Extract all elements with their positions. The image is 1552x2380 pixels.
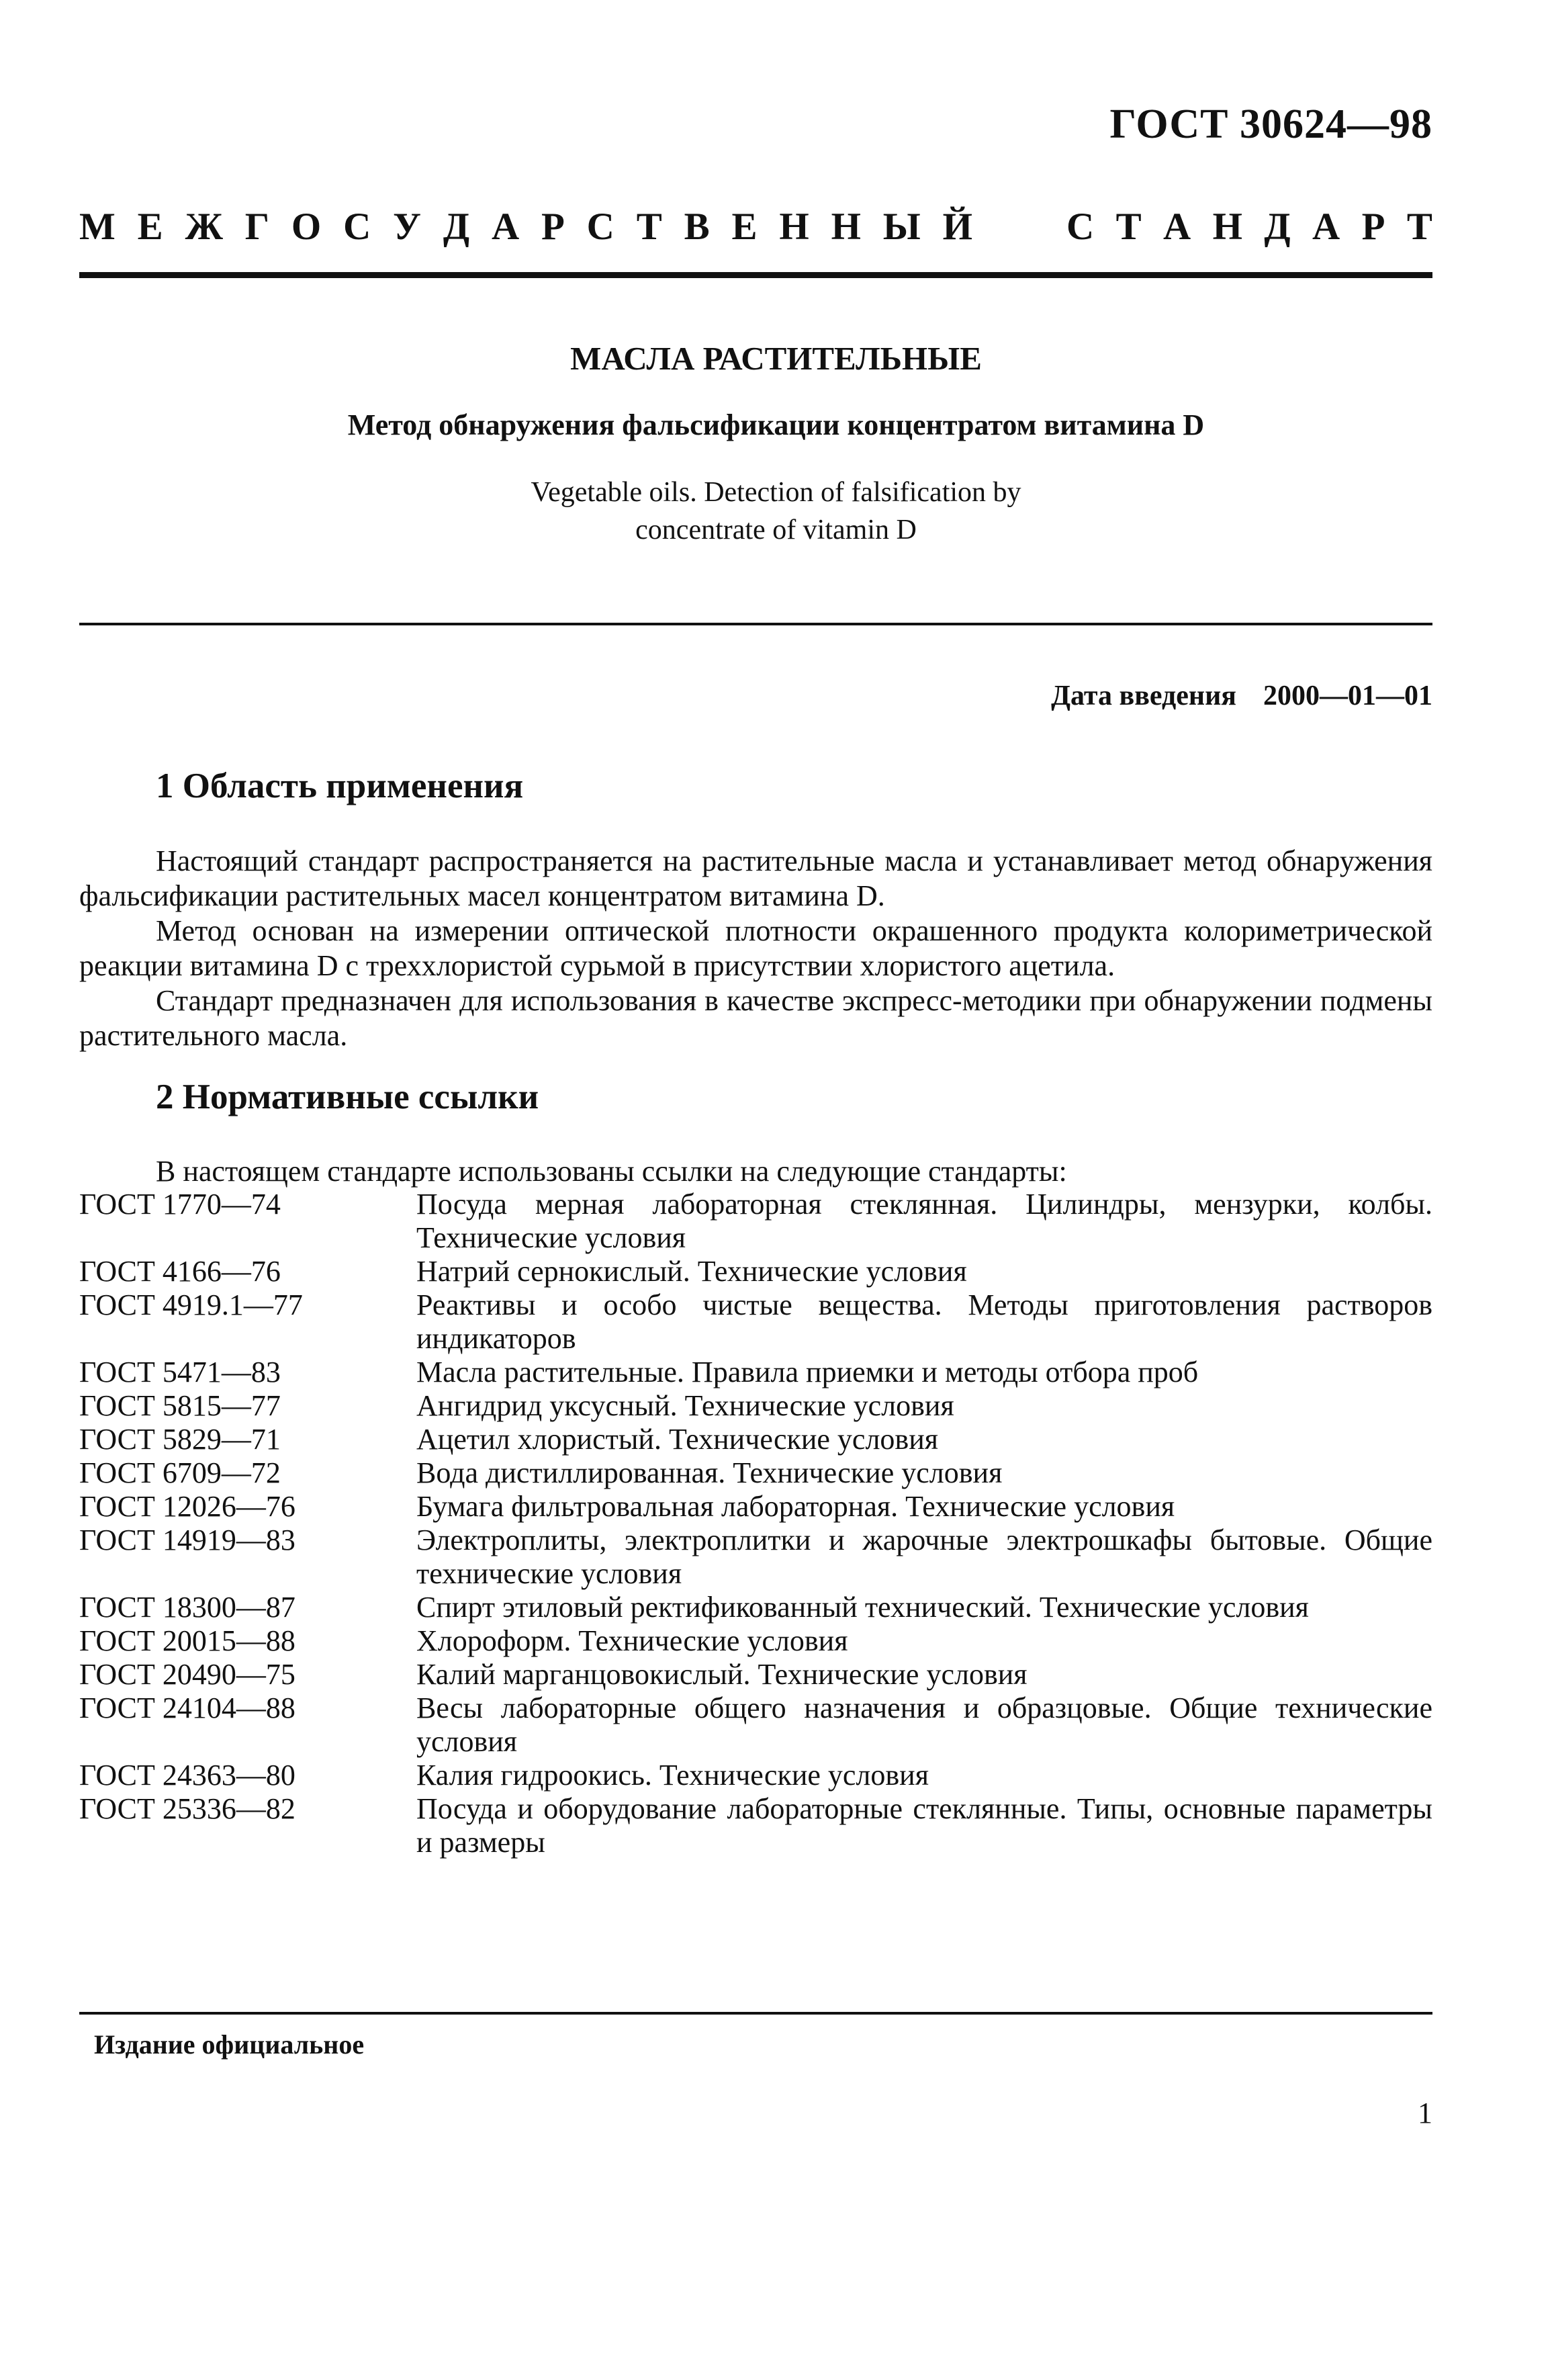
reference-code: ГОСТ 6709—72 <box>79 1456 281 1489</box>
introduction-date-label: Дата введения <box>1051 680 1236 711</box>
english-title-line-1: Vegetable oils. Detection of falsification by <box>531 477 1021 508</box>
introduction-date-value: 2000—01—01 <box>1263 680 1432 711</box>
reference-title: Весы лабораторные общего назначения и образцовые. Общие технические условия <box>416 1691 1432 1758</box>
section-1-heading: 1 Область применения <box>156 766 524 805</box>
reference-title: Бумага фильтровальная лабораторная. Технические условия <box>416 1490 1175 1523</box>
reference-code: ГОСТ 1770—74 <box>79 1188 281 1221</box>
section-1-body <box>79 844 1432 1053</box>
reference-row <box>79 1759 1432 1792</box>
series-letter: С <box>343 206 371 248</box>
reference-row <box>79 1423 1432 1456</box>
reference-code: ГОСТ 12026—76 <box>79 1490 295 1523</box>
paragraph: Стандарт предназначен для использования в качестве экспресс-методики при обнаружении подмены растительного масла. <box>79 984 1432 1052</box>
series-letter: С <box>1066 206 1095 248</box>
reference-code: ГОСТ 24104—88 <box>79 1691 295 1724</box>
references-intro: В настоящем стандарте использованы ссылки на следующие стандарты: <box>156 1155 1067 1188</box>
series-letter: Т <box>636 206 662 248</box>
reference-title: Спирт этиловый ректификованный технический. Технические условия <box>416 1591 1309 1624</box>
page-number: 1 <box>1418 2097 1432 2129</box>
reference-title: Ангидрид уксусный. Технические условия <box>416 1389 954 1422</box>
reference-row <box>79 1591 1432 1624</box>
reference-row <box>79 1456 1432 1490</box>
reference-title: Вода дистиллированная. Технические условия <box>416 1456 1003 1489</box>
reference-row <box>79 1691 1432 1759</box>
reference-code: ГОСТ 20015—88 <box>79 1624 295 1657</box>
series-letter: Е <box>137 206 163 248</box>
series-letter: Н <box>831 206 861 248</box>
reference-row <box>79 1792 1432 1859</box>
series-letter: А <box>1312 206 1340 248</box>
reference-row <box>79 1255 1432 1288</box>
title-rule <box>79 623 1432 625</box>
document-number: ГОСТ 30624—98 <box>1109 101 1432 147</box>
english-title-line-2: concentrate of vitamin D <box>635 515 917 545</box>
paragraph: Метод основан на измерении оптической плотности окрашенного продукта колориметрической реакции витамина D с треххлористой сурьмой в присутствии хлористого ацетила. <box>79 914 1432 982</box>
english-title <box>0 474 1552 549</box>
footer-rule <box>79 2012 1432 2015</box>
reference-row <box>79 1490 1432 1524</box>
reference-code: ГОСТ 25336—82 <box>79 1792 295 1825</box>
series-letter: Ы <box>882 206 921 248</box>
references-list <box>79 1188 1432 1859</box>
reference-title: Натрий сернокислый. Технические условия <box>416 1255 967 1288</box>
standard-series-line <box>79 205 1432 249</box>
reference-title: Посуда и оборудование лабораторные стеклянные. Типы, основные параметры и размеры <box>416 1792 1432 1859</box>
reference-title: Посуда мерная лабораторная стеклянная. Цилиндры, мензурки, колбы. Технические условия <box>416 1188 1432 1254</box>
series-letter: Д <box>1264 206 1291 248</box>
reference-code: ГОСТ 5829—71 <box>79 1423 281 1456</box>
series-letter: Т <box>1406 206 1432 248</box>
reference-code: ГОСТ 20490—75 <box>79 1658 295 1691</box>
reference-title: Ацетил хлористый. Технические условия <box>416 1423 938 1456</box>
series-letter: С <box>586 206 614 248</box>
series-letter: В <box>684 206 710 248</box>
series-letter: Р <box>541 206 565 248</box>
series-letter: М <box>79 206 116 248</box>
reference-title: Масла растительные. Правила приемки и методы отбора проб <box>416 1356 1199 1389</box>
reference-row <box>79 1389 1432 1423</box>
series-letter: Н <box>779 206 809 248</box>
reference-code: ГОСТ 4919.1—77 <box>79 1288 303 1321</box>
reference-code: ГОСТ 18300—87 <box>79 1591 295 1624</box>
introduction-date <box>1051 680 1432 712</box>
reference-row <box>79 1356 1432 1389</box>
series-letter: А <box>1163 206 1191 248</box>
series-letter: Р <box>1361 206 1385 248</box>
section-2-heading: 2 Нормативные ссылки <box>156 1077 539 1116</box>
reference-code: ГОСТ 4166—76 <box>79 1255 281 1288</box>
reference-code: ГОСТ 24363—80 <box>79 1759 295 1792</box>
reference-code: ГОСТ 5815—77 <box>79 1389 281 1422</box>
header-rule <box>79 272 1432 278</box>
series-letter: Н <box>1212 206 1242 248</box>
reference-title: Реактивы и особо чистые вещества. Методы приготовления растворов индикаторов <box>416 1288 1432 1355</box>
reference-row <box>79 1524 1432 1591</box>
series-letter: Д <box>443 206 470 248</box>
series-word-interstate <box>79 205 972 249</box>
reference-title: Калия гидроокись. Технические условия <box>416 1759 929 1792</box>
document-title: МАСЛА РАСТИТЕЛЬНЫЕ <box>570 340 982 377</box>
series-letter: Т <box>1115 206 1142 248</box>
series-letter: О <box>291 206 322 248</box>
reference-title: Электроплиты, электроплитки и жарочные электрошкафы бытовые. Общие технические условия <box>416 1524 1432 1590</box>
series-letter: Г <box>244 206 270 248</box>
edition-label: Издание официальное <box>94 2029 365 2060</box>
series-letter: А <box>491 206 520 248</box>
series-word-standard <box>1066 205 1432 249</box>
series-letter: Й <box>942 206 972 248</box>
document-subtitle: Метод обнаружения фальсификации концентратом витамина D <box>347 408 1205 441</box>
paragraph: Настоящий стандарт распространяется на растительные масла и устанавливает метод обнаружения фальсификации растительных масел концентратом витамина D. <box>79 844 1432 912</box>
series-letter: Е <box>731 206 758 248</box>
reference-row <box>79 1288 1432 1356</box>
reference-row <box>79 1658 1432 1691</box>
reference-code: ГОСТ 14919—83 <box>79 1524 295 1556</box>
reference-title: Калий марганцовокислый. Технические условия <box>416 1658 1028 1691</box>
series-letter: Ж <box>185 206 223 248</box>
reference-row <box>79 1624 1432 1658</box>
series-letter: У <box>393 206 421 248</box>
reference-code: ГОСТ 5471—83 <box>79 1356 281 1389</box>
reference-row <box>79 1188 1432 1255</box>
reference-title: Хлороформ. Технические условия <box>416 1624 848 1657</box>
